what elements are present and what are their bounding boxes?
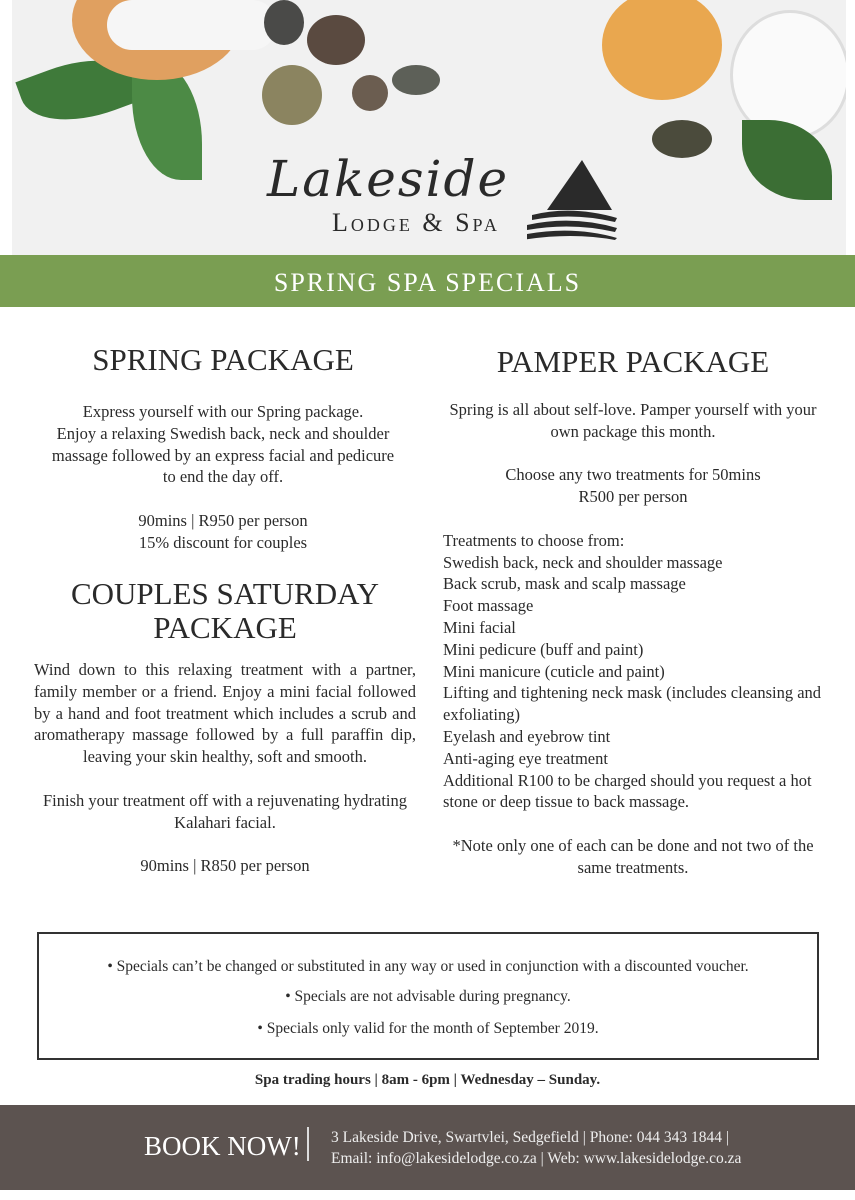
logo-script: Lakeside xyxy=(267,150,510,208)
spring-discount: 15% discount for couples xyxy=(138,532,308,552)
treatment-item: Back scrub, mask and scalp massage xyxy=(443,574,686,594)
pamper-intro: Spring is all about self-love. Pamper yourself with your own package this month. xyxy=(449,400,817,441)
spring-text: Enjoy a relaxing Swedish back, neck and shoulder xyxy=(56,423,390,443)
hero-image xyxy=(12,0,846,255)
spring-text: to end the day off. xyxy=(162,467,284,487)
treatment-item: Mini manicure (cuticle and paint) xyxy=(443,661,665,681)
pamper-price: R500 per person xyxy=(578,487,688,507)
footer xyxy=(0,1105,855,1190)
treatment-item: Foot massage xyxy=(443,596,534,616)
spring-price: 90mins | R950 per person xyxy=(138,510,308,530)
treatment-item: Mini facial xyxy=(443,617,516,637)
book-now-button[interactable]: BOOK NOW! xyxy=(144,1131,301,1161)
treatment-item: Swedish back, neck and shoulder massage xyxy=(443,552,723,572)
pamper-note: *Note only one of each can be done and not two of the same treatments. xyxy=(452,835,814,877)
stone-decoration xyxy=(307,15,365,65)
couples-title: COUPLES SATURDAY xyxy=(70,576,380,611)
spring-package xyxy=(30,343,416,554)
spring-text: Express yourself with our Spring package. xyxy=(82,402,364,421)
couples-package xyxy=(34,577,416,877)
pamper-package xyxy=(443,345,823,879)
term-item: • Specials can’t be changed or substituted in any way or used in conjunction with a discounted voucher. xyxy=(107,958,749,975)
logo-subtitle: Lodge & Spa xyxy=(332,208,500,237)
treatment-item: Eyelash and eyebrow tint xyxy=(443,726,611,746)
divider xyxy=(307,1127,309,1161)
couples-finish: Finish your treatment off with a rejuvenating hydrating Kalahari facial. xyxy=(43,790,407,832)
spring-text: massage followed by an express facial and pedicure xyxy=(51,445,395,465)
treatments-heading: Treatments to choose from: xyxy=(443,530,625,550)
stone-decoration xyxy=(392,65,440,95)
trading-hours: Spa trading hours | 8am - 6pm | Wednesday – Sunday. xyxy=(254,1072,601,1088)
couples-price: 90mins | R850 per person xyxy=(140,856,310,876)
lakeside-logo xyxy=(267,150,617,240)
term-item: • Specials only valid for the month of September 2019. xyxy=(257,1020,599,1037)
pestle-decoration xyxy=(107,0,277,50)
stone-decoration xyxy=(264,0,304,45)
couples-title: PACKAGE xyxy=(153,610,297,645)
treatment-item: Lifting and tightening neck mask (includes cleansing and exfoliating) xyxy=(443,683,822,725)
treatment-item: Anti-aging eye treatment xyxy=(443,748,608,768)
stone-decoration xyxy=(352,75,388,111)
banner-title: SPRING SPA SPECIALS xyxy=(0,255,855,307)
pamper-title: PAMPER PACKAGE xyxy=(496,344,770,379)
couples-text: Wind down to this relaxing treatment with a partner, family member or a friend. Enjoy a mini facial followed by a hand and foot treatment which includes a scrub and aromatherapy massage followed by a full paraffin dip, leaving your skin healthy, soft and smooth. xyxy=(34,660,416,767)
terms-box xyxy=(37,932,819,1060)
sail-icon xyxy=(527,160,617,240)
footer-contact[interactable]: Email: info@lakesidelodge.co.za | Web: www.lakesidelodge.co.za xyxy=(331,1150,742,1167)
pamper-choose: Choose any two treatments for 50mins xyxy=(505,465,761,485)
stone-decoration xyxy=(262,65,322,125)
brush-decoration xyxy=(602,0,722,100)
spring-title: SPRING PACKAGE xyxy=(92,342,354,377)
footer-address: 3 Lakeside Drive, Swartvlei, Sedgefield | Phone: 044 343 1844 | xyxy=(331,1129,729,1146)
treatment-item: Mini pedicure (buff and paint) xyxy=(443,639,644,659)
treatment-item: Additional R100 to be charged should you request a hot stone or deep tissue to back massage. xyxy=(443,770,812,812)
stone-decoration xyxy=(652,120,712,158)
term-item: • Specials are not advisable during pregnancy. xyxy=(285,988,571,1005)
